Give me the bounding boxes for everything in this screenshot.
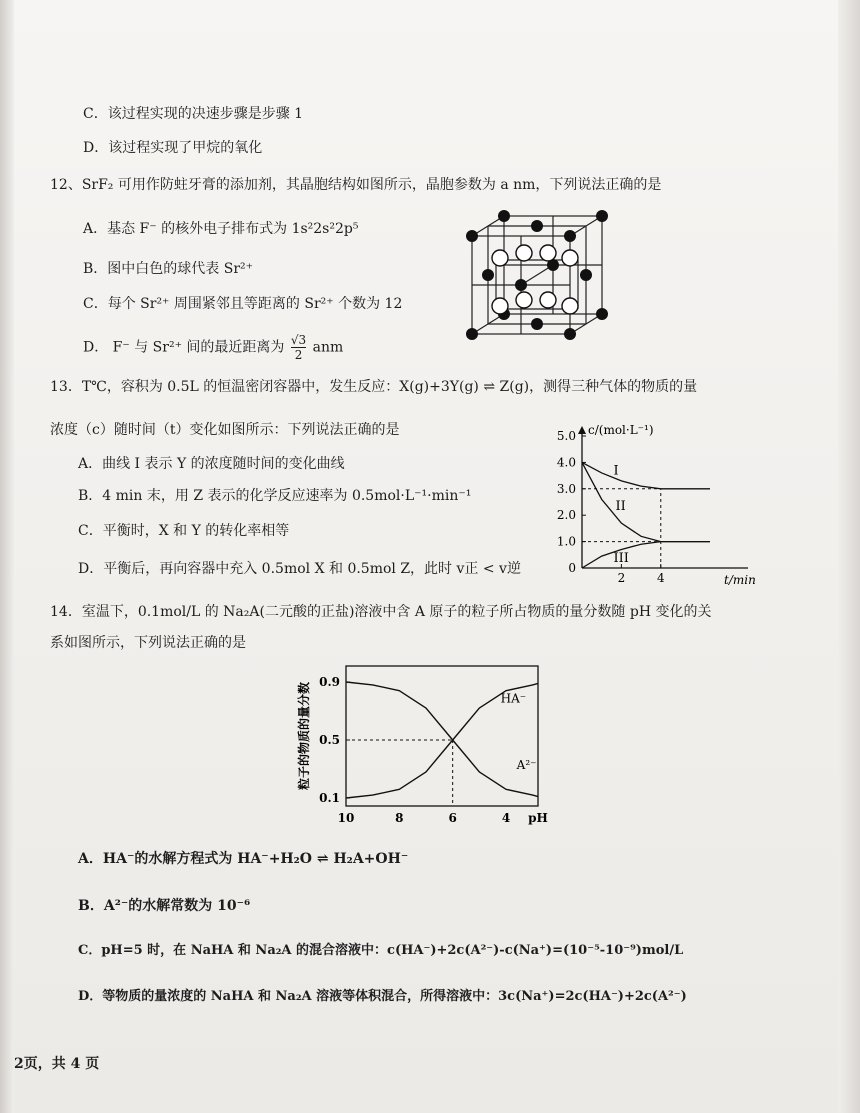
q14-stem-line2: 系如图所示，下列说法正确的是 (50, 635, 246, 651)
series-label-HA⁻: HA⁻ (500, 691, 527, 706)
x-tick-label: 4 (656, 571, 665, 585)
page-edge-right (838, 0, 860, 1113)
y-tick-label: 5.0 (556, 429, 576, 443)
series-label-I: I (613, 463, 619, 479)
q14-option-a: A．HA⁻的水解方程式为 HA⁻+H₂O ⇌ H₂A+OH⁻ (78, 851, 409, 867)
fraction-ph-chart (290, 660, 580, 832)
y-tick-label: 4.0 (556, 455, 576, 470)
page-footer: 2页，共 4 页 (14, 1056, 100, 1072)
q12-stem: 12、SrF₂ 可用作防蛀牙膏的添加剂，其晶胞结构如图所示，晶胞参数为 a nm，下列说法正确的是 (50, 177, 662, 193)
y-tick-label: 3.0 (556, 481, 576, 496)
series-label-A²⁻: A²⁻ (516, 758, 537, 772)
q12-option-d (83, 333, 343, 362)
concentration-time-chart (540, 418, 770, 586)
y-tick-label: 0.1 (319, 791, 340, 805)
q12-option-b: B．图中白色的球代表 Sr²⁺ (83, 261, 254, 277)
y-axis-label: 粒子的物质的量分数 (297, 681, 311, 791)
y-tick-label: 1.0 (556, 534, 576, 549)
q11-option-c: C．该过程实现的决速步骤是步骤 1 (83, 106, 304, 122)
q13-option-c: C．平衡时，X 和 Y 的转化率相等 (78, 523, 290, 539)
y-tick-label: 0.9 (319, 675, 340, 689)
q12-option-a: A．基态 F⁻ 的核外电子排布式为 1s²2s²2p⁵ (83, 221, 359, 237)
q14-option-c: C．pH=5 时，在 NaHA 和 Na₂A 的混合溶液中：c(HA⁻)+2c(A²⁻)-c(Na⁺)=(10⁻⁵-10⁻⁹)mol/L (78, 943, 684, 958)
page-edge-left (0, 0, 14, 1113)
q13-stem-line1: 13．T℃，容积为 0.5L 的恒温密闭容器中，发生反应：X(g)+3Y(g) ⇌ Z(g)，测得三种气体的物质的量 (50, 379, 698, 395)
q14-stem-line1: 14．室温下，0.1mol/L 的 Na₂A(二元酸的正盐)溶液中含 A 原子的粒子所占物质的量分数随 pH 变化的关 (50, 604, 712, 620)
x-tick-label: 6 (448, 811, 457, 825)
y-tick-label: 2.0 (556, 508, 576, 523)
q11-option-d: D．该过程实现了甲烷的氧化 (83, 140, 263, 156)
q13-option-d: D．平衡后，再向容器中充入 0.5mol X 和 0.5mol Z，此时 v正 < v逆 (78, 561, 521, 577)
q12-option-d-text: D． F⁻ 与 Sr²⁺ 间的最近距离为 (83, 339, 285, 356)
q13-stem-line2: 浓度（c）随时间（t）变化如图所示：下列说法正确的是 (50, 422, 400, 438)
q13-option-b: B．4 min 末，用 Z 表示的化学反应速率为 0.5mol·L⁻¹·min⁻¹ (78, 488, 472, 504)
fraction (291, 333, 306, 362)
x-tick-label: 8 (395, 811, 404, 825)
q14-option-b: B．A²⁻的水解常数为 10⁻⁶ (78, 898, 251, 914)
q14-option-d: D．等物质的量浓度的 NaHA 和 Na₂A 溶液等体积混合，所得溶液中：3c(Na⁺)=2c(HA⁻)+2c(A²⁻) (78, 989, 687, 1004)
x-tick-label: 2 (617, 571, 626, 585)
series-line-III (582, 542, 710, 568)
x-tick-label: 4 (501, 811, 511, 825)
series-line-II (582, 462, 710, 541)
q13-option-a: A．曲线 I 表示 Y 的浓度随时间的变化曲线 (78, 456, 345, 472)
fraction-denominator: 2 (294, 348, 303, 362)
y-tick-label: 0 (568, 561, 576, 575)
x-axis-label: pH (528, 811, 548, 825)
series-label-II: II (615, 498, 626, 514)
x-axis-label: t/min (724, 573, 756, 586)
crystal-cell-figure (462, 208, 612, 346)
y-tick-label: 0.5 (319, 733, 340, 747)
plot-frame (346, 666, 538, 806)
fraction-numerator: √3 (290, 333, 307, 347)
q12-option-c: C．每个 Sr²⁺ 周围紧邻且等距离的 Sr²⁺ 个数为 12 (83, 296, 403, 312)
series-line-I (582, 462, 710, 488)
q12-option-d-unit: anm (312, 339, 344, 356)
series-label-III: III (613, 551, 629, 567)
y-axis-arrow (578, 426, 586, 434)
x-tick-label: 10 (337, 811, 355, 825)
y-axis-label: c/(mol·L⁻¹) (588, 423, 654, 437)
